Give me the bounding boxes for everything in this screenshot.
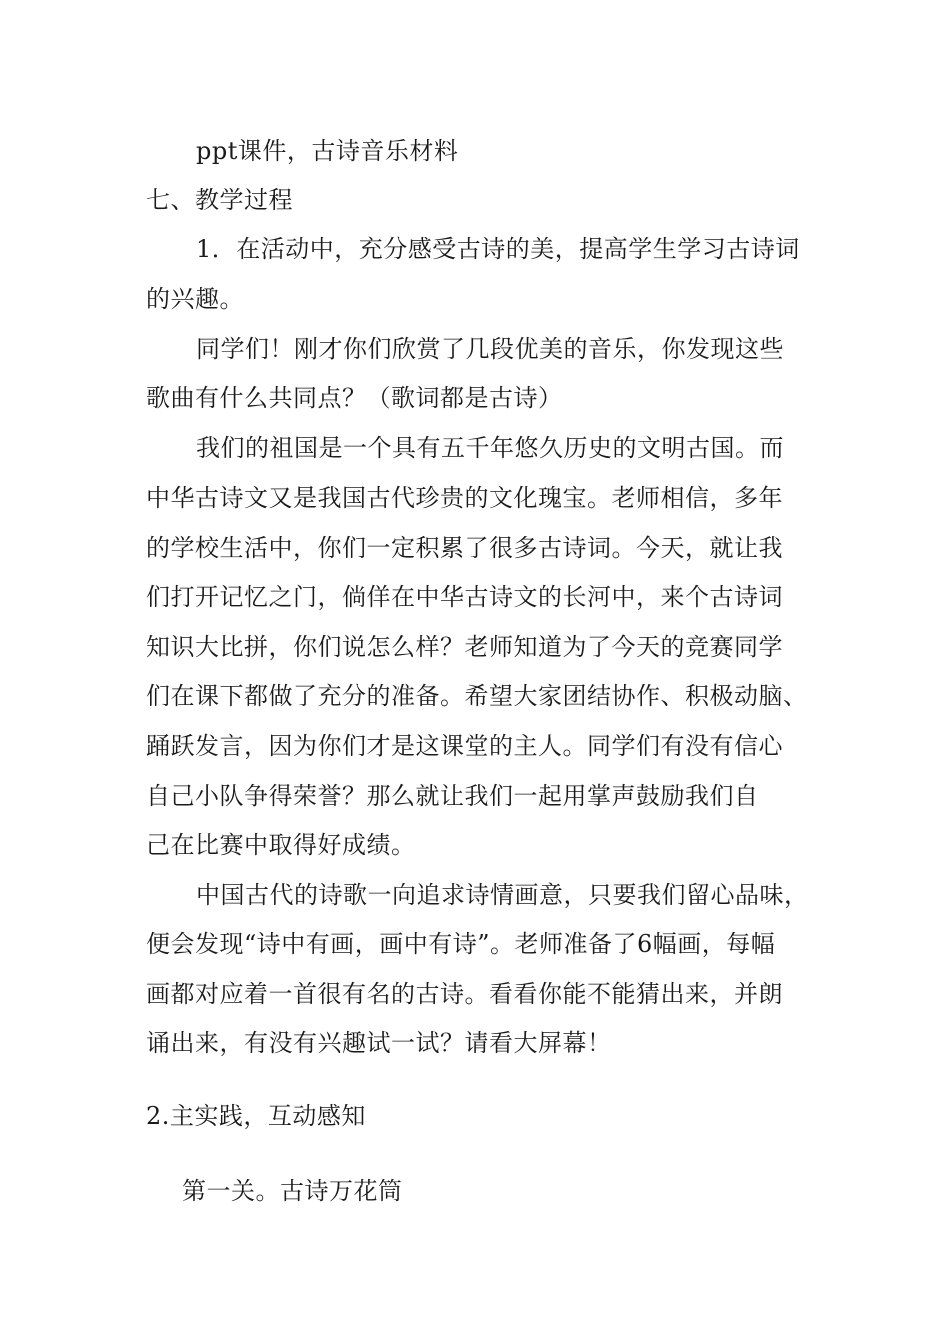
paragraph-line: 自己小队争得荣誉？那么就让我们一起用掌声鼓励我们自: [146, 782, 759, 810]
paragraph-line: 中华古诗文又是我国古代珍贵的文化瑰宝。老师相信，多年: [146, 484, 783, 512]
paragraph-line: 们打开记忆之门，倘佯在中华古诗文的长河中，来个古诗词: [146, 583, 783, 611]
paragraph-line: 的学校生活中，你们一定积累了很多古诗词。今天，就让我: [146, 534, 783, 562]
paragraph-line: 己在比赛中取得好成绩。: [146, 831, 416, 859]
paragraph-line: 歌曲有什么共同点？（歌词都是古诗）: [146, 384, 563, 412]
paragraph-line: 踊跃发言，因为你们才是这课堂的主人。同学们有没有信心: [146, 732, 783, 760]
item2-heading: 2.主实践，互动感知: [146, 1102, 366, 1130]
paragraph-line: 便会发现“诗中有画，画中有诗”。老师准备了6幅画，每幅: [146, 930, 776, 958]
level1-heading: 第一关。古诗万花筒: [182, 1177, 403, 1205]
paragraph-line: 中国古代的诗歌一向追求诗情画意，只要我们留心品味，: [196, 881, 809, 909]
section-heading: 七、教学过程: [146, 186, 293, 214]
paragraph-line: 们在课下都做了充分的准备。希望大家团结协作、积极动脑、: [146, 682, 808, 710]
paragraph-line: 同学们！刚才你们欣赏了几段优美的音乐，你发现这些: [196, 335, 784, 363]
materials-line: ppt课件，古诗音乐材料: [196, 137, 459, 165]
paragraph-line: 1．在活动中，充分感受古诗的美，提高学生学习古诗词: [196, 235, 800, 263]
paragraph-line: 知识大比拼，你们说怎么样？老师知道为了今天的竞赛同学: [146, 633, 783, 661]
paragraph-line: 画都对应着一首很有名的古诗。看看你能不能猜出来，并朗: [146, 980, 783, 1008]
paragraph-line: 的兴趣。: [146, 285, 244, 313]
paragraph-line: 我们的祖国是一个具有五千年悠久历史的文明古国。而: [196, 434, 784, 462]
paragraph-line: 诵出来，有没有兴趣试一试？请看大屏幕！: [146, 1029, 612, 1057]
